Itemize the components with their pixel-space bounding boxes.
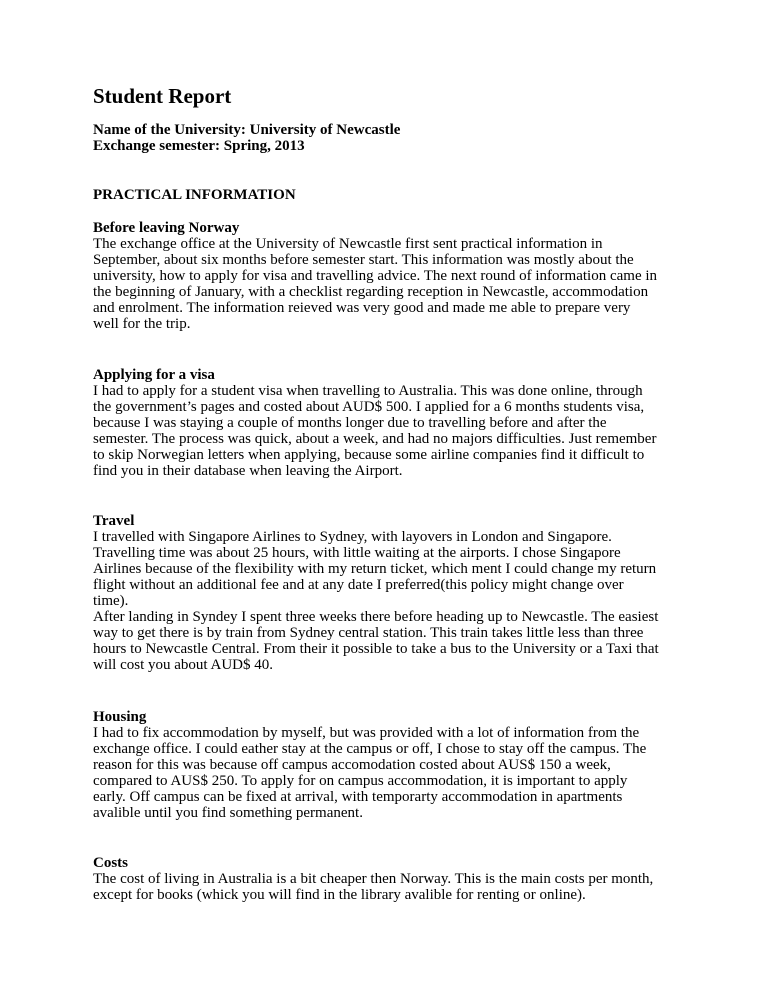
section-travel	[93, 513, 659, 673]
paragraph-line: find you in their database when leaving the Airport.	[93, 463, 403, 479]
subsection-heading: Applying for a visa	[93, 367, 215, 383]
page-title: Student Report	[93, 84, 232, 108]
section-before-leaving	[93, 220, 657, 332]
paragraph-line: flight without an additional fee and at any date I preferred(this policy might change over	[93, 577, 624, 593]
subsection-heading: Before leaving Norway	[93, 220, 240, 236]
paragraph-line: I had to apply for a student visa when travelling to Australia. This was done online, through	[93, 383, 643, 399]
section-housing	[93, 709, 646, 821]
paragraph-line: university, how to apply for visa and travelling advice. The next round of information came in	[93, 268, 658, 284]
paragraph-line: will cost you about AUD$ 40.	[93, 657, 273, 673]
exchange-semester: Exchange semester: Spring, 2013	[93, 138, 305, 154]
paragraph-line: hours to Newcastle Central. From their it possible to take a bus to the University or a Taxi that	[93, 641, 659, 657]
paragraph-line: time).	[93, 593, 129, 609]
paragraph-line: The exchange office at the University of Newcastle first sent practical information in	[93, 236, 603, 252]
paragraph-line: September, about six months before semester start. This information was mostly about the	[93, 252, 634, 268]
paragraph-line: way to get there is by train from Sydney central station. This train takes little less than three	[93, 625, 644, 641]
paragraph-line: to skip Norwegian letters when applying, because some airline companies find it difficult to	[93, 447, 645, 463]
paragraph-line: semester. The process was quick, about a week, and had no majors difficulties. Just remember	[93, 431, 657, 447]
subsection-heading: Housing	[93, 709, 147, 725]
subsection-heading: Costs	[93, 855, 129, 871]
paragraph-line: early. Off campus can be fixed at arrival, with temporarty accommodation in apartments	[93, 789, 623, 805]
subsection-heading: Travel	[93, 513, 135, 529]
paragraph-line: reason for this was because off campus accomodation costed about AUS$ 150 a week,	[93, 757, 611, 773]
paragraph-line: compared to AUS$ 250. To apply for on campus accommodation, it is important to apply	[93, 773, 628, 789]
paragraph-line: the beginning of January, with a checklist regarding reception in Newcastle, accommodation	[93, 284, 649, 300]
paragraph-line: except for books (whick you will find in the library avalible for renting or online).	[93, 887, 586, 903]
paragraph-line: exchange office. I could eather stay at the campus or off, I chose to stay off the campus. The	[93, 741, 647, 757]
section-applying-visa	[93, 367, 656, 479]
section-heading: PRACTICAL INFORMATION	[93, 187, 296, 203]
paragraph-line: well for the trip.	[93, 316, 191, 332]
paragraph-line: because I was staying a couple of months longer due to travelling before and after the	[93, 415, 607, 431]
paragraph-line: and enrolment. The information reieved was very good and made me able to prepare very	[93, 300, 631, 316]
paragraph-line: the government’s pages and costed about AUD$ 500. I applied for a 6 months students visa,	[93, 399, 645, 415]
paragraph-line: Airlines because of the flexibility with my return ticket, which ment I could change my return	[93, 561, 657, 577]
paragraph-line: The cost of living in Australia is a bit cheaper then Norway. This is the main costs per month,	[93, 871, 654, 887]
paragraph-line: avalible until you find something permanent.	[93, 805, 363, 821]
university-name: Name of the University: University of Newcastle	[93, 122, 401, 138]
section-costs	[93, 855, 653, 903]
paragraph-line: I travelled with Singapore Airlines to Sydney, with layovers in London and Singapore.	[93, 529, 612, 545]
paragraph-line: I had to fix accommodation by myself, but was provided with a lot of information from the	[93, 725, 640, 741]
paragraph-line: After landing in Syndey I spent three weeks there before heading up to Newcastle. The easiest	[93, 609, 659, 625]
paragraph-line: Travelling time was about 25 hours, with little waiting at the airports. I chose Singapore	[93, 545, 621, 561]
